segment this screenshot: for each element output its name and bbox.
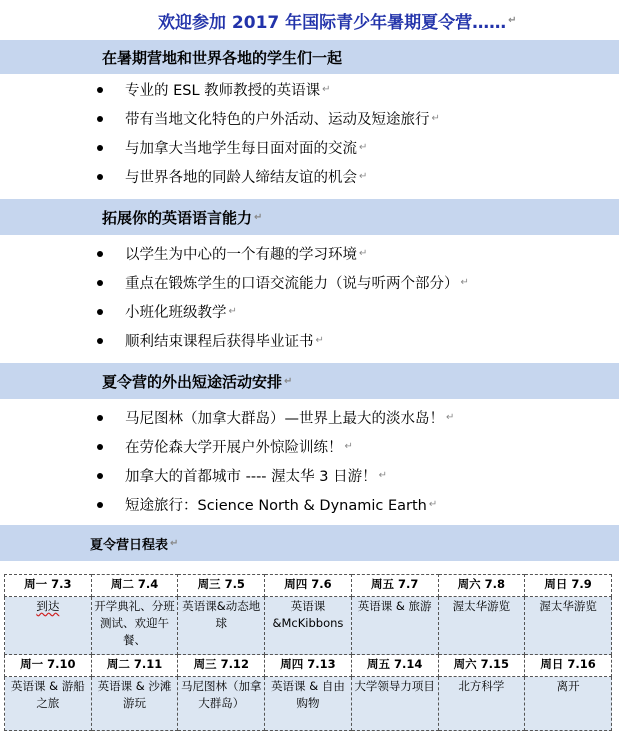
table-row	[5, 575, 612, 597]
list-item: 与加拿大当地学生每日面对面的交流 ↵	[0, 133, 619, 162]
list-item-text: 小班化班级教学	[125, 305, 227, 321]
table-row	[5, 597, 612, 655]
table-header-cell: 周二 7.4	[91, 575, 178, 597]
table-cell: 开学典礼、分班测试、欢迎午餐、	[91, 597, 178, 655]
table-cell: 大学领导力项目	[351, 677, 438, 731]
table-header-cell: 周六 7.8	[438, 575, 525, 597]
section-heading-trips: 夏令营的外出短途活动安排 ↵	[0, 363, 619, 399]
trips-list	[0, 399, 619, 519]
list-item-text: 专业的 ESL 教师教授的英语课	[125, 83, 321, 99]
english-skills-list	[0, 235, 619, 355]
table-header-cell: 周日 7.9	[525, 575, 612, 597]
section-heading-text: 夏令营日程表	[90, 537, 169, 553]
list-item: 加拿大的首都城市 ---- 渥太华 3 日游！ ↵	[0, 461, 619, 490]
table-header-cell: 周四 7.6	[265, 575, 352, 597]
table-cell: 英语课 & 沙滩游玩	[91, 677, 178, 731]
table-header-cell: 周六 7.15	[438, 655, 525, 677]
page-title: 欢迎参加 2017 年国际青少年暑期夏令营…… ↵	[0, 0, 619, 40]
table-header-cell: 周一 7.3	[5, 575, 92, 597]
list-item: 小班化班级教学 ↵	[0, 297, 619, 326]
list-item-text: 马尼图林（加拿大群岛）—世界上最大的淡水岛！	[125, 411, 444, 427]
list-item: 重点在锻炼学生的口语交流能力（说与听两个部分） ↵	[0, 268, 619, 297]
table-header-cell: 周三 7.12	[178, 655, 265, 677]
list-item: 以学生为中心的一个有趣的学习环境 ↵	[0, 239, 619, 268]
list-item: 带有当地文化特色的户外活动、运动及短途旅行 ↵	[0, 104, 619, 133]
list-item: 在劳伦森大学开展户外惊险训练！ ↵	[0, 432, 619, 461]
camp-benefits-list	[0, 74, 619, 191]
list-item: 马尼图林（加拿大群岛）—世界上最大的淡水岛！ ↵	[0, 403, 619, 432]
table-cell: 离开	[525, 677, 612, 731]
section-heading-text: 在暑期营地和世界各地的学生们一起	[102, 48, 343, 67]
list-item-text: 在劳伦森大学开展户外惊险训练！	[125, 440, 343, 456]
section-heading-english: 拓展你的英语语言能力 ↵	[0, 199, 619, 235]
table-cell: 到达	[5, 597, 92, 655]
table-cell: 英语课 & 旅游	[351, 597, 438, 655]
table-cell: 马尼图林（加拿大群岛）	[178, 677, 265, 731]
table-cell: 英语课 & 自由购物	[265, 677, 352, 731]
list-item-text: 顺利结束课程后获得毕业证书	[125, 334, 314, 350]
table-header-cell: 周日 7.16	[525, 655, 612, 677]
table-cell: 北方科学	[438, 677, 525, 731]
list-item-text: 重点在锻炼学生的口语交流能力（说与听两个部分）	[125, 276, 459, 292]
table-header-cell: 周五 7.14	[351, 655, 438, 677]
list-item-text: 加拿大的首都城市 ---- 渥太华 3 日游！	[125, 469, 377, 485]
list-item: 与世界各地的同龄人缔结友谊的机会 ↵	[0, 162, 619, 191]
table-cell: 英语课&McKibbons	[265, 597, 352, 655]
section-heading-text: 夏令营的外出短途活动安排	[102, 372, 283, 391]
table-header-cell: 周五 7.7	[351, 575, 438, 597]
table-cell: 渥太华游览	[525, 597, 612, 655]
table-row	[5, 677, 612, 731]
list-item-text: 带有当地文化特色的户外活动、运动及短途旅行	[125, 112, 430, 128]
table-cell: 英语课 & 游船之旅	[5, 677, 92, 731]
table-header-cell: 周三 7.5	[178, 575, 265, 597]
page-title-text: 欢迎参加 2017 年国际青少年暑期夏令营……	[158, 12, 507, 33]
section-heading-schedule: 夏令营日程表 ↵	[0, 525, 619, 561]
section-heading-camp	[0, 40, 619, 74]
table-header-cell: 周一 7.10	[5, 655, 92, 677]
table-header-cell: 周二 7.11	[91, 655, 178, 677]
table-header-cell: 周四 7.13	[265, 655, 352, 677]
list-item-text: 与世界各地的同龄人缔结友谊的机会	[125, 170, 357, 186]
list-item-text: 短途旅行：Science North & Dynamic Earth	[125, 498, 427, 514]
table-row	[5, 655, 612, 677]
table-cell: 渥太华游览	[438, 597, 525, 655]
list-item: 顺利结束课程后获得毕业证书 ↵	[0, 326, 619, 355]
list-item: 专业的 ESL 教师教授的英语课 ↵	[0, 75, 619, 104]
table-cell: 英语课&动态地球	[178, 597, 265, 655]
list-item-text: 以学生为中心的一个有趣的学习环境	[125, 247, 357, 263]
schedule-table	[4, 574, 612, 731]
list-item: 短途旅行：Science North & Dynamic Earth ↵	[0, 490, 619, 519]
list-item-text: 与加拿大当地学生每日面对面的交流	[125, 141, 357, 157]
section-heading-text: 拓展你的英语语言能力	[102, 208, 253, 227]
